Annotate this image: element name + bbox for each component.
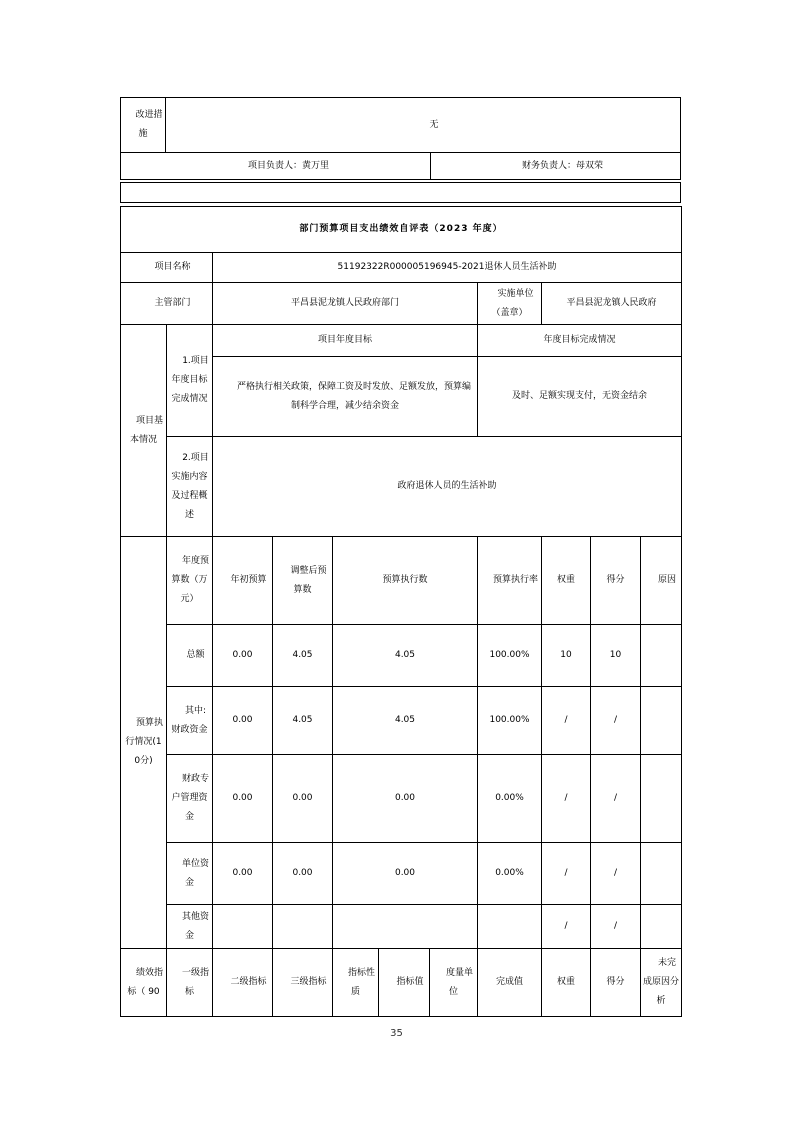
responsible-persons-row xyxy=(120,152,681,180)
budget-row-fiscal xyxy=(121,687,682,755)
empty-row xyxy=(120,182,681,203)
perf-col-unit: 度量单位 xyxy=(430,949,478,1017)
finance-leader: 财务负责人：母双荣 xyxy=(431,153,681,180)
score: / xyxy=(591,843,641,905)
goal-result-text: 及时、足额实现支付，无资金结余 xyxy=(478,357,682,437)
perf-section-label: 绩效指标（ 90 xyxy=(121,949,167,1017)
score: / xyxy=(591,755,641,843)
budget-row-label: 其中:财政资金 xyxy=(167,687,213,755)
basic-section-label: 项目基本情况 xyxy=(121,325,167,537)
execution-rate xyxy=(478,905,542,949)
project-leader: 项目负责人：黄万里 xyxy=(121,153,431,180)
budget-col-executed: 预算执行数 xyxy=(333,537,478,625)
reason xyxy=(641,687,682,755)
weight: / xyxy=(542,687,591,755)
adjusted-budget: 0.00 xyxy=(273,755,333,843)
impl-unit-value: 平昌县泥龙镇人民政府 xyxy=(542,283,682,325)
impl-section-label: 2.项目实施内容及过程概述 xyxy=(167,437,213,537)
adjusted-budget: 4.05 xyxy=(273,687,333,755)
budget-row-unit xyxy=(121,843,682,905)
impl-unit-label: 实施单位（盖章） xyxy=(478,283,542,325)
execution-rate: 100.00% xyxy=(478,625,542,687)
improvement-label: 改进措施 xyxy=(121,98,166,153)
goal-header: 项目年度目标 xyxy=(213,325,478,357)
adjusted-budget: 0.00 xyxy=(273,843,333,905)
initial-budget: 0.00 xyxy=(213,843,273,905)
adjusted-budget xyxy=(273,905,333,949)
improvement-value: 无 xyxy=(166,98,681,153)
budget-section-label: 预算执行情况(10分) xyxy=(121,537,167,949)
perf-col-completed: 完成值 xyxy=(478,949,542,1017)
reason xyxy=(641,843,682,905)
executed-amount: 0.00 xyxy=(333,843,478,905)
initial-budget: 0.00 xyxy=(213,755,273,843)
goal-result-header: 年度目标完成情况 xyxy=(478,325,682,357)
executed-amount: 4.05 xyxy=(333,687,478,755)
perf-col-level3: 三级指标 xyxy=(273,949,333,1017)
executed-amount: 4.05 xyxy=(333,625,478,687)
score: 10 xyxy=(591,625,641,687)
execution-rate: 0.00% xyxy=(478,755,542,843)
perf-col-uncompleted-reason: 未完成原因分析 xyxy=(641,949,682,1017)
weight: / xyxy=(542,905,591,949)
carryover-table-top xyxy=(120,97,681,153)
score: / xyxy=(591,905,641,949)
perf-header-row xyxy=(121,949,682,1017)
reason xyxy=(641,625,682,687)
budget-row-total xyxy=(121,625,682,687)
perf-col-value: 指标值 xyxy=(379,949,430,1017)
budget-row-other xyxy=(121,905,682,949)
budget-row-special-account xyxy=(121,755,682,843)
project-name-label: 项目名称 xyxy=(121,253,213,283)
budget-col-score: 得分 xyxy=(591,537,641,625)
initial-budget xyxy=(213,905,273,949)
perf-col-level1: 一级指标 xyxy=(167,949,213,1017)
budget-row-label: 财政专户管理资金 xyxy=(167,755,213,843)
executed-amount xyxy=(333,905,478,949)
initial-budget: 0.00 xyxy=(213,625,273,687)
budget-col-initial: 年初预算 xyxy=(213,537,273,625)
document-body xyxy=(120,97,681,1017)
executed-amount: 0.00 xyxy=(333,755,478,843)
goal-text: 严格执行相关政策，保障工资及时发放、足额发放，预算编制科学合理，减少结余资金 xyxy=(213,357,478,437)
document-title: 部门预算项目支出绩效自评表（2023 年度） xyxy=(121,207,682,253)
page-number: 35 xyxy=(390,1028,403,1039)
budget-col-adjusted: 调整后预算数 xyxy=(273,537,333,625)
reason xyxy=(641,905,682,949)
perf-col-nature: 指标性质 xyxy=(333,949,379,1017)
weight: / xyxy=(542,755,591,843)
adjusted-budget: 4.05 xyxy=(273,625,333,687)
budget-row-label: 其他资金 xyxy=(167,905,213,949)
weight: 10 xyxy=(542,625,591,687)
budget-col-rate: 预算执行率 xyxy=(478,537,542,625)
budget-col-reason: 原因 xyxy=(641,537,682,625)
execution-rate: 0.00% xyxy=(478,843,542,905)
initial-budget: 0.00 xyxy=(213,687,273,755)
budget-col-year-budget: 年度预算数（万元） xyxy=(167,537,213,625)
perf-col-weight: 权重 xyxy=(542,949,591,1017)
dept-value: 平昌县泥龙镇人民政府部门 xyxy=(213,283,478,325)
perf-col-score: 得分 xyxy=(591,949,641,1017)
self-eval-table xyxy=(120,206,682,1017)
project-name-value: 51192322R000005196945-2021退休人员生活补助 xyxy=(213,253,682,283)
perf-col-level2: 二级指标 xyxy=(213,949,273,1017)
execution-rate: 100.00% xyxy=(478,687,542,755)
weight: / xyxy=(542,843,591,905)
budget-row-label: 总额 xyxy=(167,625,213,687)
goal-section-label: 1.项目年度目标完成情况 xyxy=(167,325,213,437)
budget-col-weight: 权重 xyxy=(542,537,591,625)
budget-row-label: 单位资金 xyxy=(167,843,213,905)
reason xyxy=(641,755,682,843)
dept-label: 主管部门 xyxy=(121,283,213,325)
impl-text: 政府退休人员的生活补助 xyxy=(213,437,682,537)
score: / xyxy=(591,687,641,755)
